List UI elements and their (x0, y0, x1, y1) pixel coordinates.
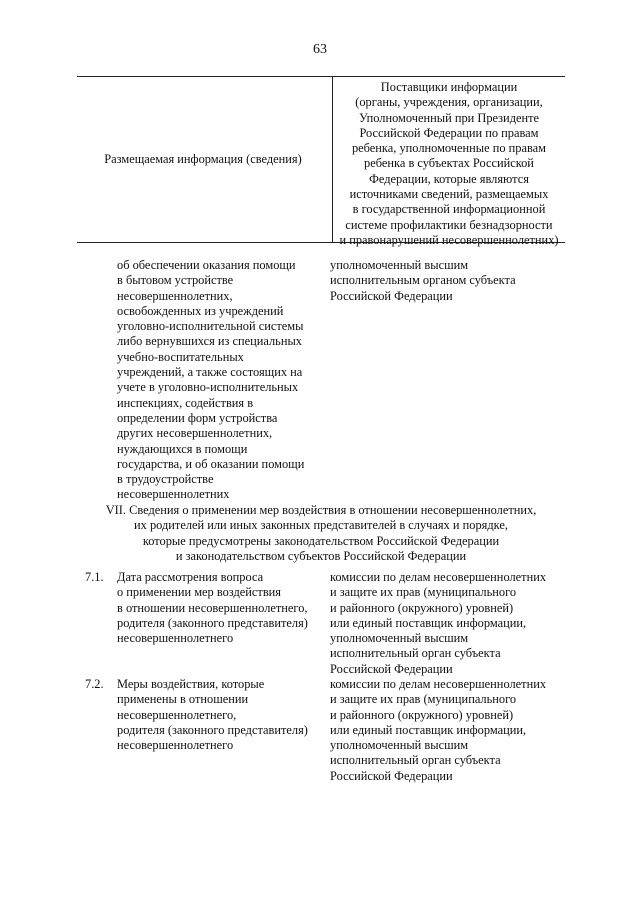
row-info-cell: Меры воздействия, которые применены в отношении несовершеннолетнего, родителя (законного представителя) несовершеннолетнего (117, 677, 308, 753)
table-header (77, 76, 565, 247)
row-number: 7.1. (85, 570, 104, 584)
row-providers-cell: комиссии по делам несовершеннолетних и защите их прав (муниципального и районного (окружного) уровней) или единый поставщик информации, уполномоченный высшим исполнительный орган субъекта Российской Федерации (330, 677, 547, 783)
header-column-providers: Поставщики информации (органы, учреждения, организации, Уполномоченный при Президенте Российской Федерации по правам ребенка, уполномоченные по правам ребенка в субъектах Российской Федерации, которые являются источниками сведений, размещаемых в государственной информационной системе профилактики безнадзорности и правонарушений несовершеннолетних) (339, 80, 559, 247)
section-heading: VII. Сведения о применении мер воздействия в отношении несовершеннолетних, их родителей или иных законных представителей в случаях и порядке, которые предусмотрены законодательством Российской Федерации и законодательством субъектов Российской Федерации (105, 503, 537, 563)
row-providers-cell: комиссии по делам несовершеннолетних и защите их прав (муниципального и районного (окружного) уровней) или единый поставщик информации, уполномоченный высшим исполнительный орган субъекта Российской Федерации (330, 570, 547, 676)
row-info-cell: Дата рассмотрения вопроса о применении мер воздействия в отношении несовершеннолетнего, родителя (законного представителя) несовершеннолетнего (117, 570, 308, 646)
row-number: 7.2. (85, 677, 104, 691)
header-column-info: Размещаемая информация (сведения) (104, 151, 302, 166)
continuation-info-cell: об обеспечении оказания помощи в бытовом устройстве несовершеннолетних, освобожденных из учреждений уголовно-исполнительной системы либо вернувшихся из специальных учебно-воспитательных учреждений, а также состоящих на учете в уголовно-исполнительных инспекциях, содействия в определении форм устройства других несовершеннолетних, нуждающихся в помощи государства, и об оказании помощи в трудоустройстве несовершеннолетних (117, 258, 305, 502)
continuation-providers-cell: уполномоченный высшим исполнительным органом субъекта Российской Федерации (330, 258, 516, 303)
page-number: 63 (313, 42, 327, 57)
